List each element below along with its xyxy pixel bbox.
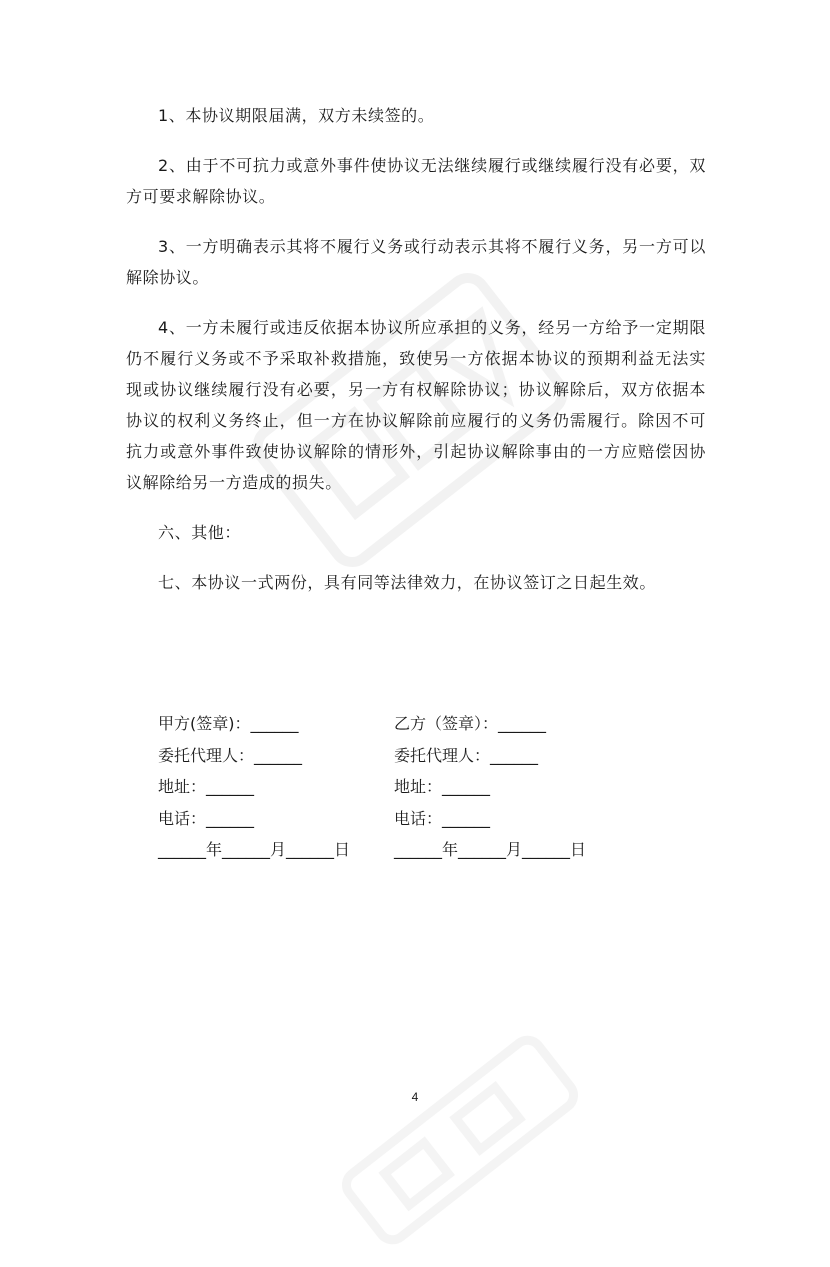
signature-row-agent: [158, 740, 718, 772]
signature-row-address: [158, 771, 718, 803]
section-6-heading: 六、其他：: [158, 523, 242, 542]
section-7: 七、本协议一式两份，具有同等法律效力，在协议签订之日起生效。: [158, 573, 657, 592]
clause-3: 3、一方明确表示其将不履行义务或行动表示其将不履行义务，另一方可以解除协议。: [126, 237, 706, 287]
clause-1: 1、本协议期限届满，双方未续签的。: [158, 106, 435, 125]
party-a-address: 地址：______: [158, 777, 255, 796]
clause-4: 4、一方未履行或违反依据本协议所应承担的义务，经另一方给予一定期限仍不履行义务或不予采取补救措施，致使另一方依据本协议的预期利益无法实现或协议继续履行没有必要，另一方有权解除协议；协议解除后，双方依据本协议的权利义务终止，但一方在协议解除前应履行的义务仍需履行。除因不可抗力或意外事件致使协议解除的情形外，引起协议解除事由的一方应赔偿因协议解除给另一方造成的损失。: [126, 318, 706, 492]
signature-row-phone: [158, 803, 718, 835]
document-body: [126, 100, 706, 617]
party-b-sign: 乙方（签章）：______: [394, 714, 547, 733]
signature-row-date: [158, 834, 718, 866]
signature-block: [158, 708, 718, 866]
page-number: 4: [411, 1090, 419, 1104]
party-b-agent: 委托代理人：______: [394, 745, 539, 765]
watermark-graphic-bottom: [321, 1013, 600, 1267]
party-a-agent: 委托代理人：______: [158, 745, 303, 765]
clause-2: 2、由于不可抗力或意外事件使协议无法继续履行或继续履行没有必要，双方可要求解除协议。: [126, 156, 706, 206]
party-a-date: ______年______月______日: [158, 840, 351, 859]
party-b-phone: 电话：______: [394, 808, 491, 828]
signature-row-sign: [158, 708, 718, 740]
party-b-date: ______年______月______日: [394, 840, 587, 859]
party-a-phone: 电话：______: [158, 808, 255, 828]
party-b-address: 地址：______: [394, 777, 491, 796]
party-a-sign: 甲方(签章)：______: [158, 714, 299, 733]
